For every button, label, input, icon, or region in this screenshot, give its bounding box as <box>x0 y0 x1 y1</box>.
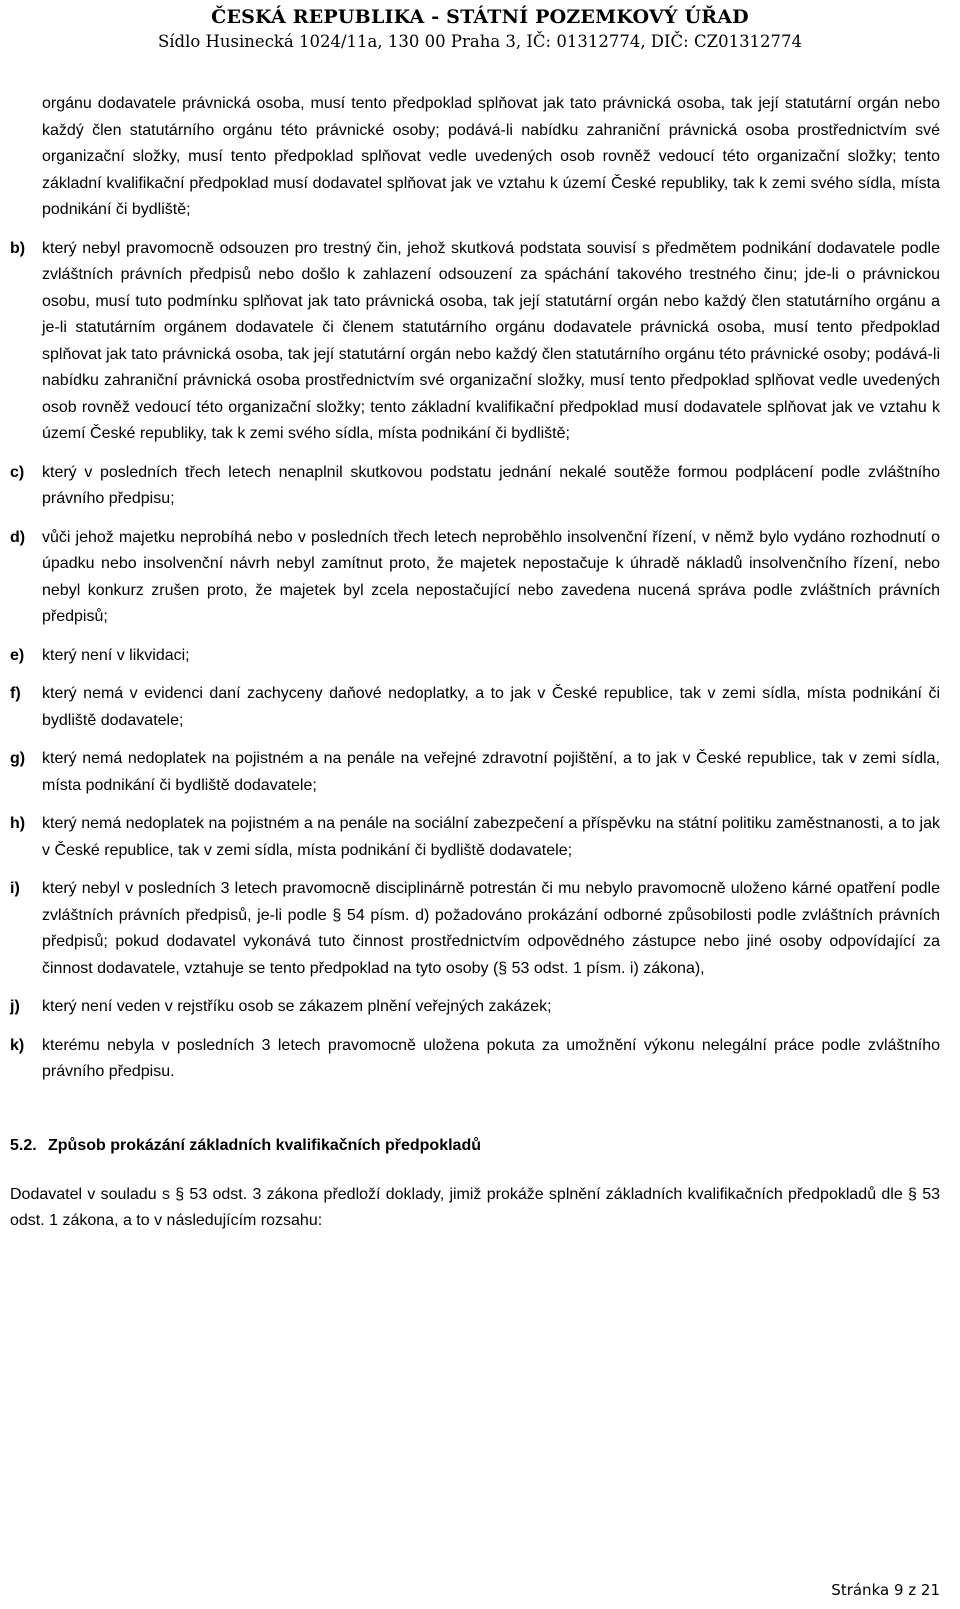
list-item-marker: b) <box>10 239 26 257</box>
list-item-text: který nebyl v posledních 3 letech pravomocně disciplinárně potrestán či mu nebylo pravomocně uloženo kárné opatření podle zvláštních právních předpisů, je-li podle § 54 písm. d) požadováno prokázání odborné způsobilosti podle zvláštních právních předpisů; pokud dodavatel vykonává tuto činnost prostřednictvím odpovědného zástupce nebo jiné osoby odpovídající za činnost dodavatele, vztahuje se tento předpoklad na tyto osoby (§ 53 odst. 1 písm. i) zákona), <box>42 880 940 977</box>
list-item-text: kterému nebyla v posledních 3 letech pravomocně uložena pokuta za umožnění výkonu nelegální práce podle zvláštního právního předpisu. <box>42 1036 940 1080</box>
list-item-text: který nebyl pravomocně odsouzen pro trestný čin, jehož skutková podstata souvisí s předmětem podnikání dodavatele podle zvláštních právních předpisů nebo došlo k zahlazení odsouzení za spáchání takového trestného činu; jde-li o právnickou osobu, musí tuto podmínku splňovat jak tato právnická osoba, tak její statutární orgán nebo každý člen statutárního orgánu a je-li statutárním orgánem dodavatele či členem statutárního orgánu dodavatele právnická osoba, musí tento předpoklad splňovat jak tato právnická osoba, tak její statutární orgán nebo každý člen statutárního orgánu této právnické osoby; podává-li nabídku zahraniční právnická osoba prostřednictvím své organizační složky, musí tento předpoklad splňovat vedle uvedených osob rovněž vedoucí této organizační složky; tento základní kvalifikační předpoklad musí dodavatele splňovat jak ve vztahu k území České republiky, tak k zemi svého sídla, místa podnikání či bydliště; <box>42 239 940 442</box>
section-paragraph: Dodavatel v souladu s § 53 odst. 3 zákona předloží doklady, jimiž prokáže splnění základních kvalifikačních předpokladů dle § 53 odst. 1 zákona, a to v následujícím rozsahu: <box>10 1185 940 1229</box>
section-heading <box>10 1133 940 1159</box>
list-item-text: který nemá nedoplatek na pojistném a na penále na sociální zabezpečení a příspěvku na státní politiku zaměstnanosti, a to jak v České republice, tak v zemi sídla, místa podnikání či bydliště dodavatele; <box>42 815 940 859</box>
section-title: Způsob prokázání základních kvalifikačních předpokladů <box>48 1136 481 1154</box>
list-item <box>10 994 940 1021</box>
list-item-marker: c) <box>10 463 25 481</box>
list-item-text: který nemá v evidenci daní zachyceny daňové nedoplatky, a to jak v České republice, tak v zemi sídla, místa podnikání či bydliště dodavatele; <box>42 685 940 729</box>
list-item <box>10 811 940 864</box>
list-item-text: který v posledních třech letech nenaplnil skutkovou podstatu jednání nekalé soutěže formou podplácení podle zvláštního právního předpisu; <box>42 463 940 507</box>
list-item <box>10 643 940 670</box>
list-item-marker: e) <box>10 646 25 664</box>
list-item-marker: d) <box>10 528 26 546</box>
list-item <box>10 236 940 448</box>
list-item <box>10 746 940 799</box>
list-item <box>10 681 940 734</box>
list-item-marker: f) <box>10 685 21 702</box>
page-number: Stránka 9 z 21 <box>831 1581 940 1599</box>
list-item-text: který není veden v rejstříku osob se zákazem plnění veřejných zakázek; <box>42 998 552 1015</box>
list-item-text: který nemá nedoplatek na pojistném a na penále na veřejné zdravotní pojištění, a to jak v České republice, tak v zemi sídla, místa podnikání či bydliště dodavatele; <box>42 750 940 794</box>
list-item <box>10 1033 940 1086</box>
list-item-text: vůči jehož majetku neprobíhá nebo v posledních třech letech neproběhlo insolvenční řízení, v němž bylo vydáno rozhodnutí o úpadku nebo insolvenční návrh nebyl zamítnut proto, že majetek nepostačuje k úhradě nákladů insolvenčního řízení, nebo nebyl konkurz zrušen proto, že majetek byl zcela nepostačující nebo zavedena nucená správa podle zvláštních právních předpisů; <box>42 528 940 625</box>
letterhead-address: Sídlo Husinecká 1024/11a, 130 00 Praha 3, IČ: 01312774, DIČ: CZ01312774 <box>157 32 803 51</box>
list-item-marker: g) <box>10 750 26 767</box>
list-item-marker: j) <box>10 998 20 1015</box>
section-number: 5.2. <box>10 1136 37 1154</box>
list-item <box>10 525 940 631</box>
document-body <box>10 91 940 1251</box>
list-item <box>10 876 940 982</box>
list-item <box>10 460 940 513</box>
intro-continuation: orgánu dodavatele právnická osoba, musí tento předpoklad splňovat jak tato právnická osoba, tak její statutární orgán nebo každý člen statutárního orgánu této právnické osoby; podává-li nabídku zahraniční právnická osoba prostřednictvím své organizační složky, musí tento předpoklad splňovat vedle uvedených osob rovněž vedoucí této organizační složky; tento základní kvalifikační předpoklad musí dodavatel splňovat jak ve vztahu k území České republiky, tak k zemi svého sídla, místa podnikání či bydliště; <box>42 95 940 218</box>
letterhead-title: ČESKÁ REPUBLIKA - STÁTNÍ POZEMKOVÝ ÚŘAD <box>211 6 749 28</box>
list-item-marker: h) <box>10 815 26 832</box>
list-item-marker: i) <box>10 880 20 897</box>
list-item-marker: k) <box>10 1036 25 1054</box>
list-item-text: který není v likvidaci; <box>42 646 190 664</box>
letterhead <box>0 6 960 55</box>
